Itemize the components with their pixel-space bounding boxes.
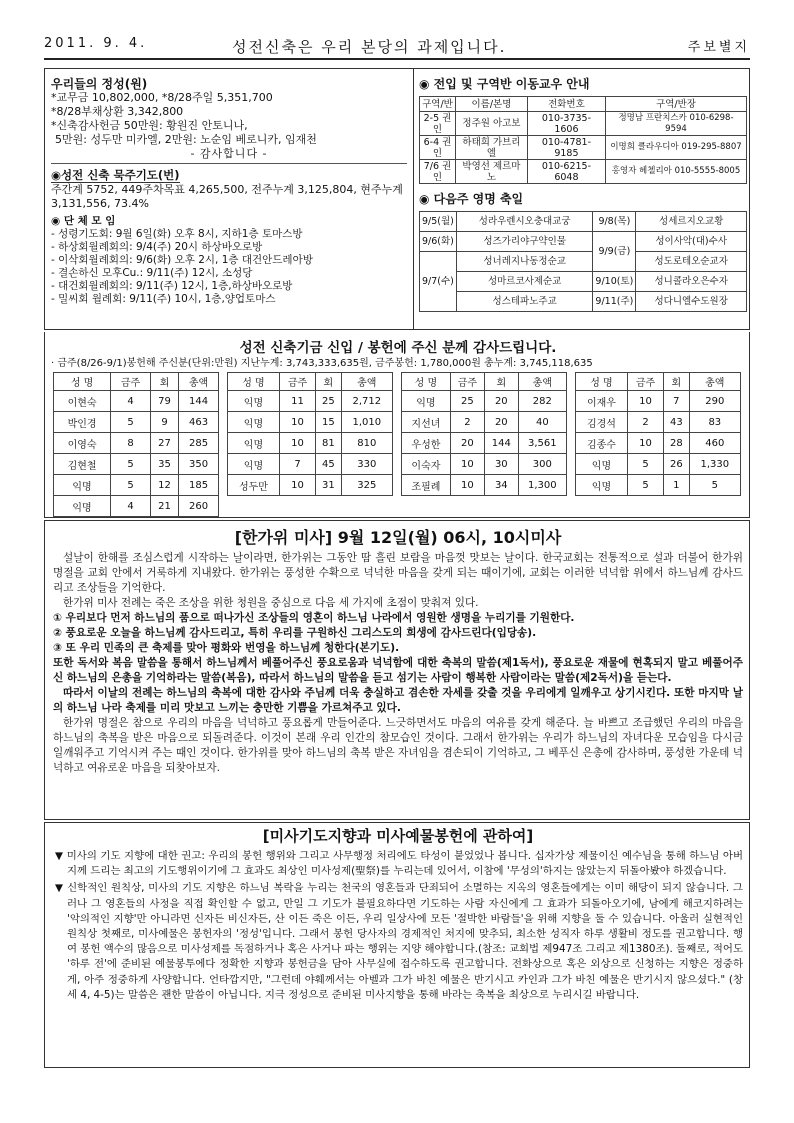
table-row <box>420 136 747 160</box>
donor-total: 290 <box>689 391 740 412</box>
info-box <box>44 68 750 330</box>
offering-line: *신축감사헌금 50만원: 황원진 안토니나, <box>51 119 248 132</box>
table-row <box>420 272 747 292</box>
feast-date: 9/5(월) <box>420 212 457 232</box>
donor-count: 21 <box>151 496 179 517</box>
donor-total: 350 <box>179 454 219 475</box>
donor-weekly: 10 <box>450 475 484 496</box>
table-row <box>420 292 747 312</box>
donor-total: 185 <box>179 475 219 496</box>
donor-count: 28 <box>664 433 690 454</box>
mass-title: [한가위 미사] 9월 12일(월) 06시, 10시미사 <box>234 528 562 547</box>
donor-name: 지선녀 <box>402 412 451 433</box>
donor-count: 79 <box>151 391 179 412</box>
donor-weekly: 5 <box>111 454 151 475</box>
donor-weekly: 5 <box>111 412 151 433</box>
donor-total: 83 <box>689 412 740 433</box>
donor-header: 총액 <box>341 373 392 391</box>
mass-paragraph: ③ 또 우리 민족의 큰 축제를 맞아 평화와 번영을 하느님께 청한다(본기도). <box>53 642 400 654</box>
table-row <box>228 391 393 412</box>
donor-count: 1 <box>664 475 690 496</box>
table-row <box>402 454 567 475</box>
transfer-area: 7/6 권인 <box>420 160 456 184</box>
table-row <box>576 454 741 475</box>
table-row <box>54 496 219 517</box>
prayer-body <box>53 849 743 1005</box>
table-row <box>576 412 741 433</box>
donor-count: 34 <box>484 475 518 496</box>
donor-name: 이영숙 <box>54 433 111 454</box>
donor-header: 금주 <box>279 373 315 391</box>
table-row <box>228 412 393 433</box>
donor-header: 성 명 <box>54 373 111 391</box>
feast-saint: 성마르코사제순교 <box>456 272 593 292</box>
table-row <box>54 391 219 412</box>
donor-header: 회 <box>664 373 690 391</box>
donor-name: 박인경 <box>54 412 111 433</box>
offering-thanks: - 감사합니다 - <box>190 147 268 160</box>
transfer-table <box>419 96 747 184</box>
donor-weekly: 7 <box>279 454 315 475</box>
table-row <box>402 475 567 496</box>
prayer-paragraph: ▼ 신학적인 원칙상, 미사의 기도 지향은 하느님 복락을 누리는 천국의 영혼들과 단죄되어 소멸하는 지옥의 영혼들에게는 이미 해당이 되지 않습니다. 그러나 그 영혼들의 사정을 직접 확인할 수 없고, 만일 그 기도가 불필요하다면 기도하는 사람 자신에게 그 효과가 되돌아오기에, 남에게 해코지하려는 '악의적인 지향'만 아니라면 신자든 비신자든, 산 이든 죽은 이든, 우리 일상사에 모든 '절박한 바람들'을 위해 지향을 둘 수 있습니다. 아울러 실현적인 원칙상 첫째로, 미사예물은 봉헌자의 '정성'입니다. 그래서 봉헌 당사자의 경제적인 처지에 맞추되, 최소한 성직자 하루 생활비 정도를 권고합니다. 행여 봉헌 액수의 많음으로 미사성제를 독점하거나 혹은 사거나 파는 행위는 지양 해야합니다.(참조: 교회법 제947조 그리고 제1380조). 둘째로, 적어도 '하루 전'에 준비된 예물봉투에다 정확한 지향과 봉헌금을 담아 사무실에 접수하도록 권고합니다. 전화상으로 혹은 외상으로 신청하는 지향은 정중하게, 아주 정중하게 사양합니다. 언타깝지만, "그런데 야훼께서는 아벨과 그가 바친 예물은 반기시고 카인과 그가 바친 예물은 반기시지 않으셨다." (창세 4, 4-5)는 말씀은 괜한 말씀이 아닙니다. 지극 정성으로 준비된 미사지향을 통해 바라는 축복을 최상으로 누리시길 바랍니다. <box>55 882 743 1001</box>
mass-paragraph: 한가위 명절은 참으로 우리의 마음을 넉넉하고 풍요롭게 만들어준다. 느긋하면서도 마음의 여유를 갖게 해준다. 늘 바쁘고 조급했던 우리의 마음을 하느님의 축복을 받은 마음으로 되돌려준다. 이것이 본래 우리 인간의 참모습인 것이다. 그래서 한가위는 우리가 하느님의 자녀다운 모습임을 다시금 일깨워주고 기억시켜 주는 때인 것이다. 한가위를 맞아 하느님의 축복 받은 자녀임을 겸손되이 기억하고, 그 베푸신 은총에 감사하며, 풍성한 가운데 넉넉하고 여유로운 마음을 되찾아보자. <box>53 717 743 774</box>
transfer-leader: 홍영자 헤첼리아 010-5555-8005 <box>605 160 746 184</box>
table-row <box>228 433 393 454</box>
donor-total: 1,330 <box>689 454 740 475</box>
feast-date: 9/8(목) <box>593 212 636 232</box>
donor-count: 25 <box>316 391 342 412</box>
feast-date: 9/10(토) <box>593 272 636 292</box>
donor-count: 27 <box>151 433 179 454</box>
donor-total: 260 <box>179 496 219 517</box>
table-row <box>54 433 219 454</box>
rosary-section <box>51 168 407 211</box>
table-row <box>402 391 567 412</box>
donor-header: 금주 <box>111 373 151 391</box>
feast-date: 9/11(주) <box>593 292 636 312</box>
donor-name: 이숙자 <box>402 454 451 475</box>
donor-name: 김현철 <box>54 454 111 475</box>
rosary-text: 주간계 5752, 449주차목표 4,265,500, 전주누계 3,125,804, 현주누계 3,131,556, 73.4% <box>51 183 403 210</box>
group-item: - 성령기도회: 9월 6일(화) 오후 8시, 지하1층 토마스방 <box>51 228 303 240</box>
donor-header: 성 명 <box>576 373 628 391</box>
donors-table-2 <box>227 372 393 496</box>
donor-weekly: 10 <box>627 391 663 412</box>
transfer-phone: 010-4781-9185 <box>527 136 605 160</box>
donor-name: 익명 <box>576 475 628 496</box>
info-right-column <box>419 75 747 312</box>
donor-total: 40 <box>518 412 566 433</box>
feasts-title: ◉ 다음주 영명 축일 <box>419 192 524 206</box>
donor-count: 20 <box>484 391 518 412</box>
group-item: - 결손하신 모후Cu.: 9/11(주) 12시, 소성당 <box>51 267 253 279</box>
feasts-table <box>419 211 747 312</box>
donor-name: 익명 <box>54 496 111 517</box>
transfer-header: 구역/반 <box>420 97 456 112</box>
donors-table-3 <box>401 372 567 496</box>
table-row <box>576 475 741 496</box>
donor-count: 81 <box>316 433 342 454</box>
transfer-header: 전화번호 <box>527 97 605 112</box>
donor-name: 이현숙 <box>54 391 111 412</box>
info-divider <box>413 69 414 329</box>
transfer-name: 박영선 제르마노 <box>456 160 528 184</box>
donor-count: 35 <box>151 454 179 475</box>
group-item: - 밀씨회 월례회: 9/11(주) 10시, 1층,양업토마스 <box>51 293 276 305</box>
donor-count: 26 <box>664 454 690 475</box>
donor-total: 144 <box>179 391 219 412</box>
mass-paragraph: 한가위 미사 전례는 죽은 조상을 위한 청원을 중심으로 다음 세 가지에 초점이 맞춰져 있다. <box>63 597 479 609</box>
transfer-phone: 010-6215-6048 <box>527 160 605 184</box>
prayer-section <box>44 822 750 1068</box>
donors-title: 성전 신축기금 신입 / 봉헌에 주신 분께 감사드립니다. <box>239 340 557 356</box>
donor-header: 성 명 <box>402 373 451 391</box>
donor-total: 810 <box>341 433 392 454</box>
donor-header: 총액 <box>689 373 740 391</box>
feast-saint: 성니콜라오은수자 <box>636 272 747 292</box>
donor-count: 144 <box>484 433 518 454</box>
donor-weekly: 20 <box>450 433 484 454</box>
feast-saint: 성세르지오교황 <box>636 212 747 232</box>
donor-count: 15 <box>316 412 342 433</box>
donor-count: 31 <box>316 475 342 496</box>
table-row <box>576 433 741 454</box>
table-row <box>420 212 747 232</box>
group-item: - 대건회월례회의: 9/11(주) 12시, 1층,하상바오로방 <box>51 280 293 292</box>
donor-weekly: 5 <box>627 454 663 475</box>
donor-total: 1,300 <box>518 475 566 496</box>
donor-header: 총액 <box>179 373 219 391</box>
mass-paragraph: 따라서 이날의 전례는 하느님의 축복에 대한 감사와 주님께 더욱 충실하고 겸손한 자세를 갖출 것을 우리에게 일깨우고 상기시킨다. 또한 마지막 날의 하느님 나라 축제를 미리 맛보고 느끼는 충만한 기쁨을 가르쳐주고 있다. <box>53 687 743 714</box>
donor-total: 5 <box>689 475 740 496</box>
header-title: 성전신축은 우리 본당의 과제입니다. <box>232 38 507 56</box>
donor-name: 우성한 <box>402 433 451 454</box>
table-row <box>576 391 741 412</box>
donor-weekly: 10 <box>450 454 484 475</box>
info-left-column <box>51 77 407 306</box>
donor-name: 이재우 <box>576 391 628 412</box>
rosary-title: ◉성전 신축 묵주기도(번) <box>51 168 180 182</box>
donor-header: 총액 <box>518 373 566 391</box>
donor-name: 익명 <box>228 454 280 475</box>
donor-count: 7 <box>664 391 690 412</box>
transfer-name: 정주원 아고보 <box>456 112 528 136</box>
donor-total: 300 <box>518 454 566 475</box>
table-row <box>420 160 747 184</box>
donor-total: 460 <box>689 433 740 454</box>
header-label: 주보별지 <box>687 40 750 55</box>
table-row <box>402 412 567 433</box>
group-item: - 하상회월례회의: 9/4(주) 20시 하상바오로방 <box>51 241 263 253</box>
transfer-name: 하태희 가브리엘 <box>456 136 528 160</box>
donors-table-4 <box>575 372 741 496</box>
transfer-header: 이름/본명 <box>456 97 528 112</box>
donor-header: 금주 <box>450 373 484 391</box>
donor-total: 1,010 <box>341 412 392 433</box>
table-row <box>54 475 219 496</box>
feast-saint: 성이사악(대)수사 <box>636 232 747 252</box>
table-row <box>54 454 219 475</box>
offering-line: 5만원: 성두만 미카엘, 2만원: 노순임 베로니카, 임재천 <box>55 133 317 146</box>
donor-total: 3,561 <box>518 433 566 454</box>
mass-paragraph: 또한 독서와 복음 말씀을 통해서 하느님께서 베풀어주신 풍요로움과 넉넉함에 대한 축복의 말씀(제1독서), 풍요로운 재물에 현혹되지 말고 베풀어주신 하느님의 은총을 기억하라는 말씀(복음), 따라서 하느님의 말씀을 듣고 섬기는 사람이 행복한 사람이라는 말씀(제2독서)을 듣는다. <box>53 657 743 684</box>
donor-name: 익명 <box>228 391 280 412</box>
donor-count: 12 <box>151 475 179 496</box>
donor-weekly: 10 <box>279 433 315 454</box>
transfer-leader: 정명남 프란치스카 010-6298-9594 <box>605 112 746 136</box>
donors-table-1 <box>53 372 219 517</box>
donor-total: 2,712 <box>341 391 392 412</box>
donor-weekly: 10 <box>627 433 663 454</box>
donor-name: 익명 <box>402 391 451 412</box>
donor-header: 회 <box>151 373 179 391</box>
mass-paragraph: 설날이 한해를 조심스럽게 시작하는 날이라면, 한가위는 그동안 땀 흘린 보람을 마음껏 맛보는 날이다. 한국교회는 전통적으로 설과 더불어 한가위 명절을 교회 안에서 거룩하게 지내왔다. 한가위는 풍성한 수확으로 넉넉한 마음을 갖게 되는 때이기에, 교회는 이러한 넉넉함 위에서 하느님께 감사드리고 조상들을 기억한다. <box>53 552 743 594</box>
mass-body <box>53 551 743 776</box>
transfer-header: 구역/반장 <box>605 97 746 112</box>
donor-weekly: 4 <box>111 496 151 517</box>
groups-section <box>51 215 407 306</box>
feast-saint: 성즈가리야구약인물 <box>456 232 593 252</box>
donor-header: 성 명 <box>228 373 280 391</box>
feast-date: 9/6(화) <box>420 232 457 252</box>
feast-date: 9/7(수) <box>420 252 457 312</box>
transfer-area: 6-4 권인 <box>420 136 456 160</box>
donor-name: 익명 <box>54 475 111 496</box>
donor-name: 익명 <box>228 433 280 454</box>
donor-weekly: 11 <box>279 391 315 412</box>
groups-title: ◉ 단 체 모 임 <box>51 215 116 227</box>
table-row <box>420 252 747 272</box>
donor-header: 회 <box>484 373 518 391</box>
donor-total: 325 <box>341 475 392 496</box>
donor-name: 익명 <box>576 454 628 475</box>
mass-paragraph: ② 풍요로운 오늘을 하느님께 감사드리고, 특히 우리를 구원하신 그리스도의 희생에 감사드린다(입당송). <box>53 627 537 639</box>
table-row <box>54 412 219 433</box>
transfer-phone: 010-3735-1606 <box>527 112 605 136</box>
feast-saint: 성다니엘수도원장 <box>636 292 747 312</box>
offering-title: 우리들의 정성(원) <box>51 77 148 91</box>
donor-count: 30 <box>484 454 518 475</box>
transfer-area: 2-5 권인 <box>420 112 456 136</box>
table-row <box>402 433 567 454</box>
feast-saint: 성라우렌시오충대교궁 <box>456 212 593 232</box>
donor-name: 김경석 <box>576 412 628 433</box>
offering-line: *교무금 10,802,000, *8/28주일 5,351,700 <box>51 91 273 104</box>
feast-saint: 성너레지나동정순교 <box>456 252 593 272</box>
feast-date: 9/9(금) <box>593 232 636 272</box>
donor-weekly: 2 <box>450 412 484 433</box>
donor-weekly: 2 <box>627 412 663 433</box>
mass-section <box>44 520 750 820</box>
donor-total: 282 <box>518 391 566 412</box>
donor-count: 45 <box>316 454 342 475</box>
offering-section <box>51 77 407 164</box>
donors-subtitle: · 금주(8/26-9/1)봉헌해 주신분(단위:만원) 지난누계: 3,743,333,635원, 금주봉헌: 1,780,000원 총누계: 3,745,118,635 <box>51 358 593 369</box>
transfer-leader: 이명희 클라우디아 019-295-8807 <box>605 136 746 160</box>
donor-count: 20 <box>484 412 518 433</box>
donor-total: 463 <box>179 412 219 433</box>
donor-name: 조필례 <box>402 475 451 496</box>
donor-header: 금주 <box>627 373 663 391</box>
table-row <box>228 475 393 496</box>
donor-name: 성두만 <box>228 475 280 496</box>
page-header <box>44 28 750 60</box>
donor-weekly: 5 <box>111 475 151 496</box>
transfer-title: ◉ 전입 및 구역반 이동교우 안내 <box>419 77 590 91</box>
feast-saint: 성스테파노주교 <box>456 292 593 312</box>
offering-line: *8/28부채상환 3,342,800 <box>51 105 184 118</box>
donors-section <box>44 332 750 518</box>
donor-name: 익명 <box>228 412 280 433</box>
group-item: - 이삭회월례회의: 9/6(화) 오후 2시, 1층 대건안드레아방 <box>51 254 313 266</box>
donor-total: 330 <box>341 454 392 475</box>
table-row <box>420 232 747 252</box>
donor-total: 285 <box>179 433 219 454</box>
donor-weekly: 10 <box>279 475 315 496</box>
mass-paragraph: ① 우리보다 먼저 하느님의 품으로 떠나가신 조상들의 영혼이 하느님 나라에서 영원한 생명을 누리기를 기원한다. <box>53 612 575 624</box>
table-row <box>228 454 393 475</box>
header-date: 2011. 9. 4. <box>44 36 148 51</box>
prayer-paragraph: ▼ 미사의 기도 지향에 대한 권고: 우리의 봉헌 행위와 그리고 사무행정 처리에도 타성이 붙었었나 봅니다. 십자가상 제물이신 예수님을 통해 하느님 아버지께 드리는 최고의 기도행위이기에 그 효과도 최상인 미사성제(聖祭)를 누리는데 있어서, 이참에 '무성의'하지는 않았는지 뒤돌아봤야 하겠습니다. <box>55 850 743 878</box>
donor-weekly: 25 <box>450 391 484 412</box>
donor-count: 9 <box>151 412 179 433</box>
donor-weekly: 4 <box>111 391 151 412</box>
donor-weekly: 5 <box>627 475 663 496</box>
donor-header: 회 <box>316 373 342 391</box>
feast-saint: 성도로테오순교자 <box>636 252 747 272</box>
donor-weekly: 8 <box>111 433 151 454</box>
donor-name: 김종수 <box>576 433 628 454</box>
table-row <box>420 112 747 136</box>
donor-weekly: 10 <box>279 412 315 433</box>
prayer-title: [미사기도지향과 미사예물봉헌에 관하여] <box>262 827 534 845</box>
donor-count: 43 <box>664 412 690 433</box>
